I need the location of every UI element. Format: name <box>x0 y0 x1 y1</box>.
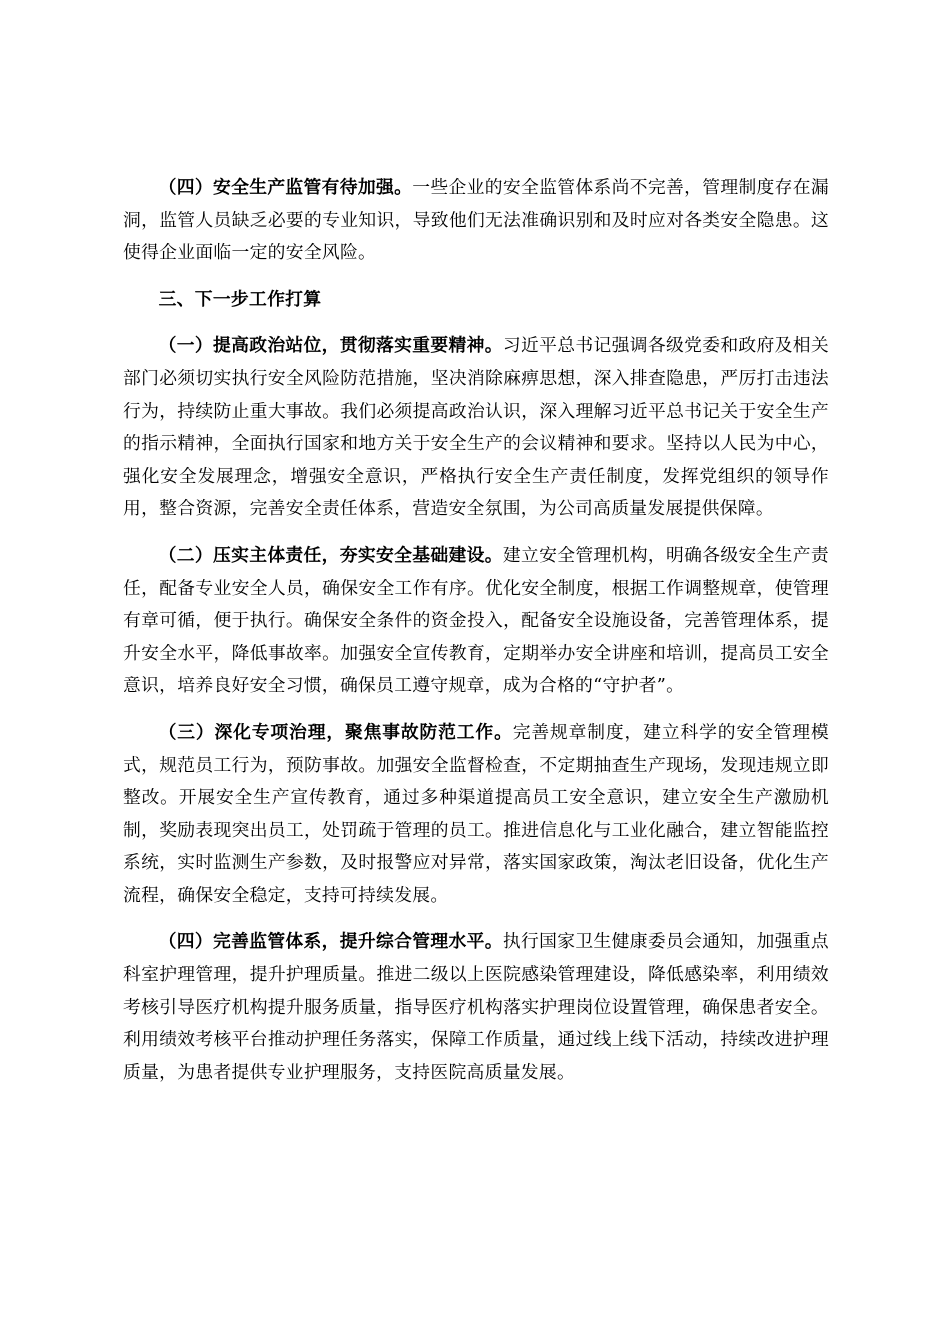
paragraph-text: 一些企业的安全监管体系尚不完善，管理制度存在漏洞，监管人员缺乏必要的专业知识，导致他们无法准确识别和及时应对各类安全隐患。这使得企业面临一定的安全风险。 <box>123 177 829 264</box>
plan-item-lead: （二）压实主体责任，夯实安全基础建设。 <box>158 544 503 566</box>
document-body <box>123 172 829 1103</box>
plan-item-lead: （一）提高政治站位，贯彻落实重要精神。 <box>158 335 503 357</box>
plan-item-1 <box>123 330 829 526</box>
section-heading: 三、下一步工作打算 <box>158 288 322 310</box>
paragraph-lead: （四）安全生产监管有待加强。 <box>158 177 413 198</box>
plan-item-2 <box>123 540 829 703</box>
plan-item-text: 习近平总书记强调各级党委和政府及相关部门必须切实执行安全风险防范措施，坚决消除麻痹思想，深入排查隐患，严厉打击违法行为，持续防止重大事故。我们必须提高政治认识，深入理解习近平总书记关于安全生产的指示精神，全面执行国家和地方关于安全生产的会议精神和要求。坚持以人民为中心，强化安全发展理念，增强安全意识，严格执行安全生产责任制度，发挥党组织的领导作用，整合资源，完善安全责任体系，营造安全氛围，为公司高质量发展提供保障。 <box>123 335 829 520</box>
plan-item-lead: （三）深化专项治理，聚焦事故防范工作。 <box>158 721 513 743</box>
plan-item-text: 执行国家卫生健康委员会通知，加强重点科室护理管理，提升护理质量。推进二级以上医院感染管理建设，降低感染率，利用绩效考核引导医疗机构提升服务质量，指导医疗机构落实护理岗位设置管理，确保患者安全。利用绩效考核平台推动护理任务落实，保障工作质量，通过线上线下活动，持续改进护理质量，为患者提供专业护理服务，支持医院高质量发展。 <box>123 931 829 1083</box>
plan-item-text: 建立安全管理机构，明确各级安全生产责任，配备专业安全人员，确保安全工作有序。优化安全制度，根据工作调整规章，使管理有章可循，便于执行。确保安全条件的资金投入，配备安全设施设备，完善管理体系，提升安全水平，降低事故率。加强安全宣传教育，定期举办安全讲座和培训，提高员工安全意识，培养良好安全习惯，确保员工遵守规章，成为合格的“守护者”。 <box>123 544 829 697</box>
plan-item-3 <box>123 717 829 913</box>
paragraph-supervision-weakness <box>123 172 829 270</box>
plan-item-lead: （四）完善监管体系，提升综合管理水平。 <box>158 931 503 953</box>
plan-item-4 <box>123 926 829 1089</box>
plan-item-text: 完善规章制度，建立科学的安全管理模式，规范员工行为，预防事故。加强安全监督检查，不定期抽查生产现场，发现违规立即整改。开展安全生产宣传教育，通过多种渠道提高员工安全意识，建立安全生产激励机制，奖励表现突出员工，处罚疏于管理的员工。推进信息化与工业化融合，建立智能监控系统，实时监测生产参数，及时报警应对异常，落实国家政策，淘汰老旧设备，优化生产流程，确保安全稳定，支持可持续发展。 <box>123 721 830 906</box>
